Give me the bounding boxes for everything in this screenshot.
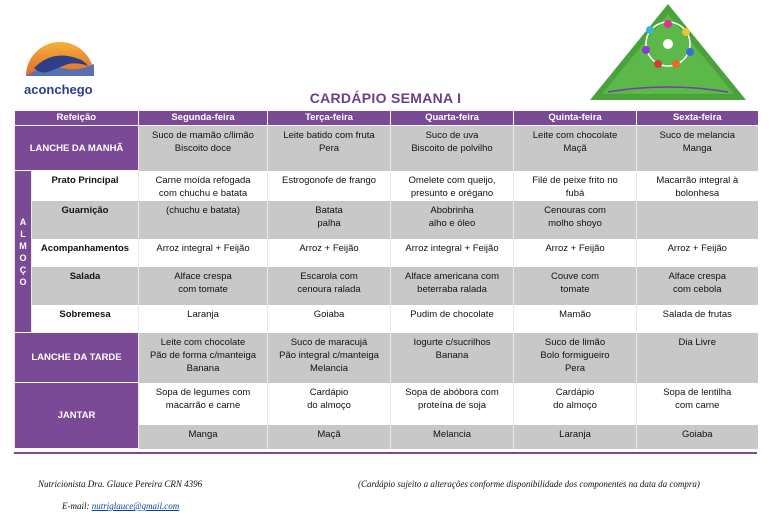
cell-monday	[139, 383, 268, 425]
cell-line: Manga	[188, 428, 218, 440]
cell-line: Manga	[682, 143, 712, 154]
cell-line: Suco de uva	[425, 130, 479, 141]
cell-line: Laranja	[559, 428, 591, 440]
cell-line: tomate	[560, 283, 590, 295]
cell-line: Alface americana com	[405, 270, 499, 282]
cell-line: Mamão	[559, 308, 591, 320]
menu-disclaimer: (Cardápio sujeito a alterações conforme disponibilidade dos componentes na data da compra)	[358, 479, 700, 489]
cell-friday	[637, 171, 758, 201]
cell-line: Melancia	[310, 362, 349, 374]
row-side-dish	[15, 201, 758, 239]
cell-friday	[637, 267, 758, 305]
cell-friday	[637, 126, 758, 171]
cell-friday	[637, 305, 758, 332]
cell-line: Maçã	[317, 428, 341, 440]
cell-monday	[139, 201, 268, 239]
cell-line: Pudim de chocolate	[410, 308, 494, 320]
label-morning-snack: LANCHE DA MANHÃ	[15, 126, 139, 171]
cell-friday	[637, 383, 758, 425]
header-wednesday: Quarta-feira	[391, 111, 514, 126]
row-afternoon-snack	[15, 333, 758, 383]
header-monday: Segunda-feira	[139, 111, 268, 126]
row-main-dish	[15, 171, 758, 201]
cell-line: Bolo formigueiro	[540, 349, 610, 361]
cell-line: alho e óleo	[428, 217, 476, 229]
cell-line: Alface crespa	[174, 270, 232, 282]
cell-line: Goiaba	[681, 428, 713, 440]
cell-line: Arroz integral + Feijão	[156, 242, 250, 254]
cell-friday	[637, 239, 758, 267]
cell-wednesday	[391, 267, 514, 305]
email-label: E-mail:	[62, 501, 92, 511]
label-afternoon-snack: LANCHE DA TARDE	[15, 333, 139, 383]
cell-line: Pera	[564, 362, 586, 374]
cell-line: Cardápio	[555, 386, 595, 398]
cell-monday	[139, 171, 268, 201]
header-tuesday: Terça-feira	[268, 111, 391, 126]
cell-monday	[139, 425, 268, 449]
cell-line: com carne	[675, 399, 720, 411]
cell-wednesday	[391, 239, 514, 267]
cell-line: (chuchu e batata)	[166, 204, 240, 216]
almoco-letter: O	[19, 276, 27, 287]
cell-line: Salada de frutas	[662, 308, 732, 320]
cell-line: Abobrinha	[430, 204, 474, 216]
label-lunch-vertical	[15, 171, 32, 333]
cell-line: Macarrão integral à	[656, 174, 739, 186]
cell-line: cenoura ralada	[297, 283, 361, 295]
header-friday: Sexta-feira	[637, 111, 758, 126]
almoco-letter: A	[19, 216, 27, 227]
cell-line: Leite batido com fruta	[283, 130, 375, 141]
cell-wednesday	[391, 171, 514, 201]
cell-line: Estrogonofe de frango	[282, 174, 377, 186]
cell-line: molho shoyo	[548, 217, 602, 229]
cell-line: Laranja	[187, 308, 219, 320]
row-morning-snack	[15, 126, 758, 171]
row-accompaniments	[15, 239, 758, 267]
cell-line: Maçã	[563, 143, 587, 154]
nutrition-triangle-logo	[588, 2, 748, 102]
cell-line: Pão de forma c/manteiga	[149, 349, 257, 361]
cell-line: Arroz + Feijão	[299, 242, 359, 254]
row-salad	[15, 267, 758, 305]
email-link[interactable]: nutriglauce@gmail.com	[91, 501, 180, 511]
cell-tuesday	[268, 201, 391, 239]
cell-line: Arroz integral + Feijão	[405, 242, 499, 254]
header-meal: Refeição	[15, 111, 139, 126]
cell-line: Banana	[435, 349, 469, 361]
cell-thursday	[514, 305, 637, 332]
cell-line: Goiaba	[313, 308, 345, 320]
cell-monday	[139, 267, 268, 305]
weekly-menu-table	[14, 111, 758, 449]
cell-line: com cebola	[672, 283, 722, 295]
label-side-dish: Guarnição	[32, 201, 139, 239]
cell-line: Cenouras com	[544, 204, 606, 216]
cell-line: Dia Livre	[678, 336, 717, 348]
cell-thursday	[514, 126, 637, 171]
cell-line: Leite com chocolate	[160, 336, 246, 348]
cell-line: Pera	[318, 143, 340, 154]
cell-line: proteína de soja	[417, 399, 487, 411]
cell-line: Couve com	[550, 270, 600, 282]
cell-line: Suco de melancia	[659, 130, 736, 141]
cell-tuesday	[268, 425, 391, 449]
cell-thursday	[514, 239, 637, 267]
cell-monday	[139, 239, 268, 267]
cell-line: Suco de limão	[544, 336, 606, 348]
header-thursday: Quinta-feira	[514, 111, 637, 126]
cell-line: Batata	[315, 204, 343, 216]
cell-line: Carne moída refogada	[155, 174, 251, 186]
cell-thursday	[514, 267, 637, 305]
cell-line: do almoço	[553, 399, 597, 411]
almoco-letter: M	[19, 240, 27, 251]
label-accompaniments: Acompanhamentos	[32, 239, 139, 267]
table-bottom-border	[14, 452, 757, 454]
cell-line: Biscoito de polvilho	[411, 143, 493, 154]
nutritionist-credit: Nutricionista Dra. Glauce Pereira CRN 4396	[38, 479, 203, 489]
almoco-letter: L	[20, 228, 26, 239]
cell-line: Cardápio	[309, 386, 349, 398]
almoco-letter: O	[19, 252, 27, 263]
cell-tuesday	[268, 171, 391, 201]
cell-line: Omelete com queijo,	[408, 174, 496, 186]
cell-line: fubá	[565, 187, 585, 199]
cell-line: Suco de mamão c/limão	[152, 130, 254, 141]
cell-tuesday	[268, 126, 391, 171]
cell-wednesday	[391, 305, 514, 332]
cell-line: Melancia	[433, 428, 472, 440]
cell-wednesday	[391, 201, 514, 239]
email-line	[62, 501, 179, 511]
cell-line: Filé de peixe frito no	[532, 174, 618, 186]
label-salad: Salada	[32, 267, 139, 305]
cell-line: Iogurte c/sucrilhos	[413, 336, 491, 348]
cell-line: palha	[317, 217, 341, 229]
label-dessert: Sobremesa	[32, 305, 139, 332]
cell-tuesday	[268, 305, 391, 332]
row-dinner	[15, 383, 758, 425]
label-main-dish: Prato Principal	[32, 171, 139, 201]
cell-line: Leite com chocolate	[532, 130, 618, 141]
cell-line: presunto e orégano	[410, 187, 494, 199]
cell-line: Banana	[186, 362, 220, 374]
cell-line: Escarola com	[300, 270, 358, 282]
almoco-letter: Ç	[19, 264, 27, 275]
cell-line: Alface crespa	[668, 270, 727, 282]
cell-monday	[139, 305, 268, 332]
cell-line: bolonhesa	[675, 187, 720, 199]
cell-friday	[637, 333, 758, 383]
cell-tuesday	[268, 267, 391, 305]
cell-wednesday	[391, 383, 514, 425]
menu-title: CARDÁPIO SEMANA I	[309, 90, 462, 106]
cell-friday	[637, 201, 758, 239]
cell-thursday	[514, 383, 637, 425]
cell-thursday	[514, 425, 637, 449]
cell-line: com tomate	[178, 283, 228, 295]
cell-thursday	[514, 171, 637, 201]
cell-thursday	[514, 333, 637, 383]
logo-text: aconchego	[24, 82, 93, 97]
cell-line: Arroz + Feijão	[545, 242, 605, 254]
cell-tuesday	[268, 383, 391, 425]
cell-monday	[139, 333, 268, 383]
cell-monday	[139, 126, 268, 171]
cell-friday	[637, 425, 758, 449]
row-dessert	[15, 305, 758, 332]
cell-line: beterraba ralada	[417, 283, 487, 295]
cell-wednesday	[391, 126, 514, 171]
cell-tuesday	[268, 333, 391, 383]
cell-line: Pão integral c/manteiga	[279, 349, 379, 361]
label-dinner: JANTAR	[15, 383, 139, 449]
cell-thursday	[514, 201, 637, 239]
cell-line: Arroz + Feijão	[667, 242, 727, 254]
cell-line: Sopa de legumes com	[155, 386, 251, 398]
cell-wednesday	[391, 333, 514, 383]
cell-line: Sopa de abóbora com	[405, 386, 499, 398]
cell-line: Sopa de lentilha	[663, 386, 732, 398]
cell-line: do almoço	[307, 399, 351, 411]
cell-line: Suco de maracujá	[290, 336, 368, 348]
cell-tuesday	[268, 239, 391, 267]
cell-wednesday	[391, 425, 514, 449]
table-header-row	[15, 111, 758, 126]
cell-line: com chuchu e batata	[158, 187, 248, 199]
cell-line: Biscoito doce	[174, 143, 232, 154]
cell-line: macarrão e carne	[165, 399, 241, 411]
